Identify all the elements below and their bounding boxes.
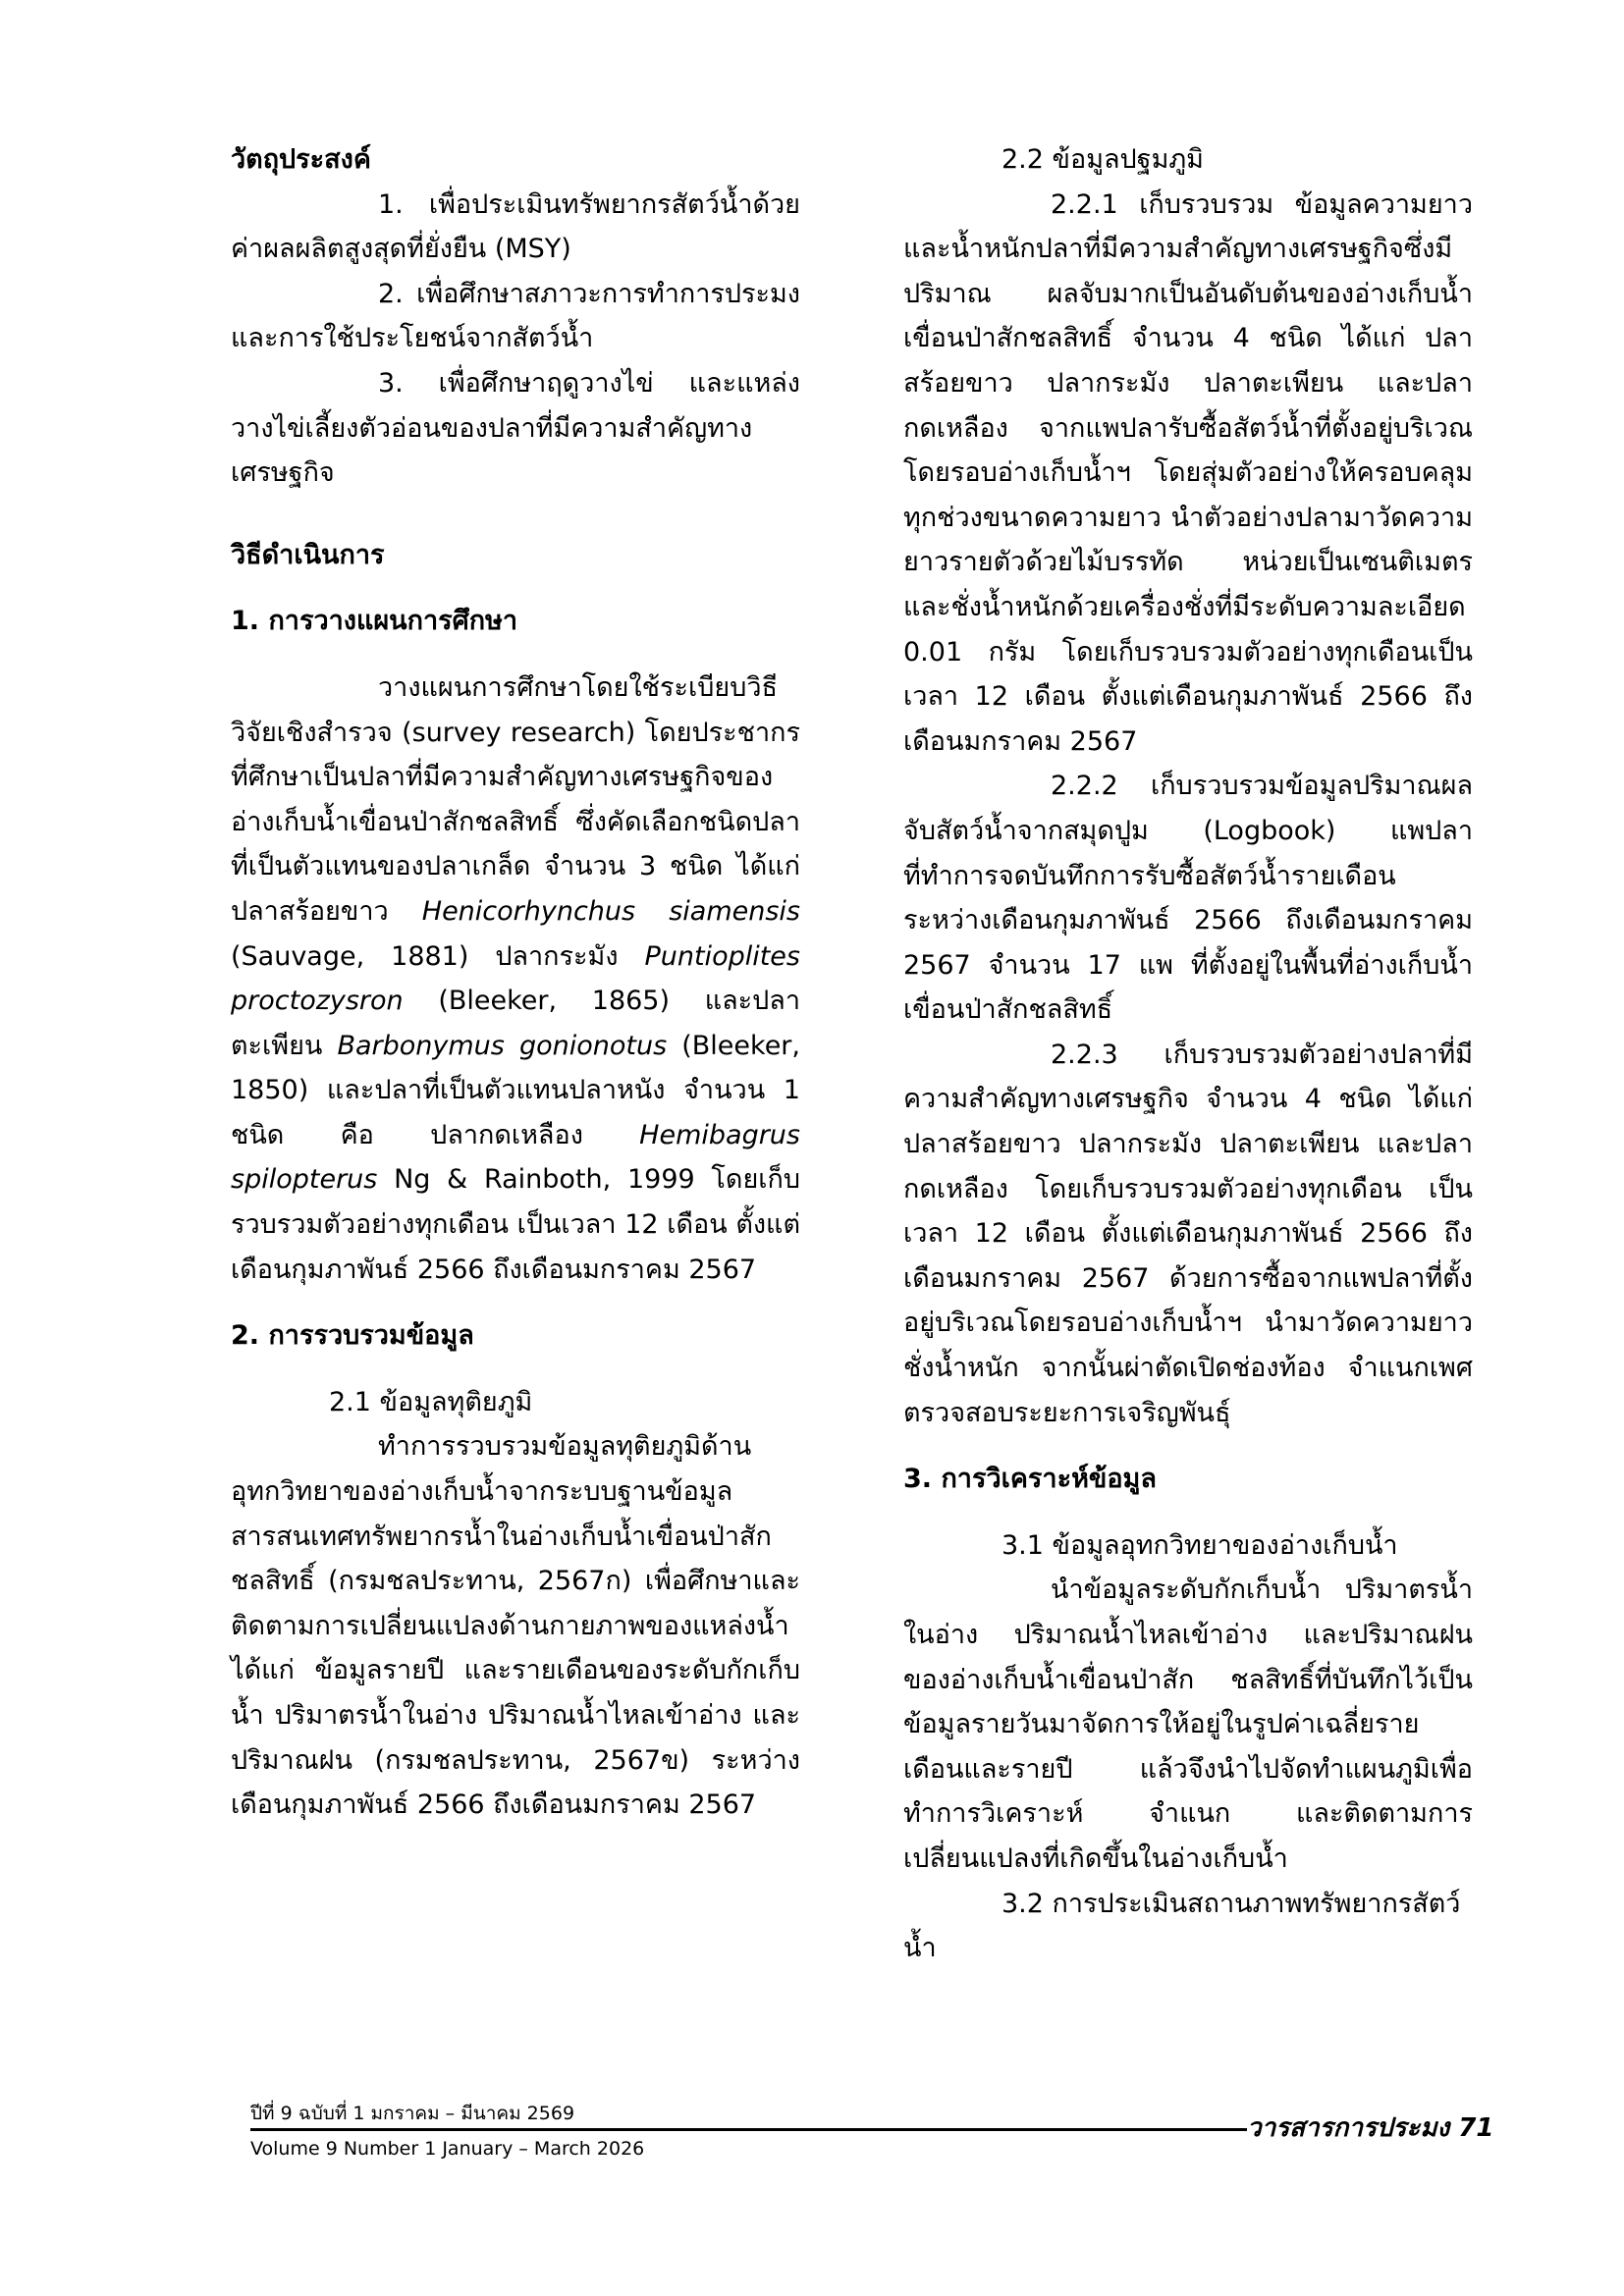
section-3-2-heading: 3.2 การประเมินสถานภาพทรัพยากรสัตว์น้ำ xyxy=(903,1888,1461,1964)
section-1-text-d: (Bleeker, 1850) และปลาที่เป็นตัวแทนปลาหนัง จำนวน 1 ชนิด คือ ปลากดเหลือง xyxy=(231,1030,800,1150)
section-2-2-2-paragraph: 2.2.2 เก็บรวบรวมข้อมูลปริมาณผลจับสัตว์น้ำจากสมุดปูม (Logbook) แพปลา ที่ทำการจดบันทึกการรับซื้อสัตว์น้ำรายเดือนระหว่างเดือนกุมภาพันธ์ 2566 ถึงเดือนมกราคม 2567 จำนวน 17 แพ ที่ตั้งอยู่ในพื้นที่อ่างเก็บน้ำเขื่อนป่าสักชลสิทธิ์ xyxy=(903,771,1473,1026)
species-name-1: Henicorhynchus siamensis xyxy=(421,895,800,927)
species-name-4: Hemibagrus spilopterus xyxy=(231,1119,800,1196)
section-3-heading: 3. การวิเคราะห์ข้อมูล xyxy=(903,1464,1157,1495)
section-1-text-a: วางแผนการศึกษาโดยใช้ระเบียบวิธีวิจัยเชิงสำรวจ (survey research) โดยประชากรที่ศึกษาเป็นปลาที่มีความสำคัญทางเศรษฐกิจของอ่างเก็บน้ำเขื่อนป่าสักชลสิทธิ์ ซึ่งคัดเลือกชนิดปลาที่เป็นตัวแทนของปลาเกล็ด จำนวน 3 ชนิด ได้แก่ ปลาสร้อยขาว xyxy=(231,671,800,927)
section-2-2-heading: 2.2 ข้อมูลปฐมภูมิ xyxy=(1001,144,1204,175)
objective-1: 1. เพื่อประเมินทรัพยากรสัตว์น้ำด้วยค่าผลผลิตสูงสุดที่ยั่งยืน (MSY) xyxy=(231,188,800,265)
species-name-3: Barbonymus gonionotus xyxy=(337,1030,668,1061)
section-2-2-1-paragraph: 2.2.1 เก็บรวบรวม ข้อมูลความยาวและน้ำหนักปลาที่มีความสำคัญทางเศรษฐกิจซึ่งมีปริมาณ ผลจับมากเป็นอันดับต้นของอ่างเก็บน้ำเขื่อนป่าสักชลสิทธิ์ จำนวน 4 ชนิด ได้แก่ ปลาสร้อยขาว ปลากระมัง ปลาตะเพียน และปลากดเหลือง จากแพปลารับซื้อสัตว์น้ำที่ตั้งอยู่บริเวณโดยรอบอ่างเก็บน้ำฯ โดยสุ่มตัวอย่างให้ครอบคลุมทุกช่วงขนาดความยาว นำตัวอย่างปลามาวัดความยาวรายตัวด้วยไม้บรรทัด หน่วยเป็นเซนติเมตร และชั่งน้ำหนักด้วยเครื่องชั่งที่มีระดับความละเอียด 0.01 กรัม โดยเก็บรวบรวมตัวอย่างทุกเดือนเป็นเวลา 12 เดือน ตั้งแต่เดือนกุมภาพันธ์ 2566 ถึงเดือนมกราคม 2567 xyxy=(903,188,1473,757)
footer-issue-thai: ปีที่ 9 ฉบับที่ 1 มกราคม – มีนาคม 2569 xyxy=(250,2103,575,2124)
objectives-heading: วัตถุประสงค์ xyxy=(231,144,371,175)
section-1-text-b: (Sauvage, 1881) ปลากระมัง xyxy=(231,940,645,972)
footer-issue-english: Volume 9 Number 1 January – March 2026 xyxy=(250,2138,645,2160)
section-2-1-heading: 2.1 ข้อมูลทุติยภูมิ xyxy=(329,1386,533,1417)
section-2-2-3-paragraph: 2.2.3 เก็บรวบรวมตัวอย่างปลาที่มีความสำคัญทางเศรษฐกิจ จำนวน 4 ชนิด ได้แก่ ปลาสร้อยขาว ปลากระมัง ปลาตะเพียน และปลากดเหลือง โดยเก็บรวบรวมตัวอย่างทุกเดือน เป็นเวลา 12 เดือน ตั้งแต่เดือนกุมภาพันธ์ 2566 ถึงเดือนมกราคม 2567 ด้วยการซื้อจากแพปลาที่ตั้งอยู่บริเวณโดยรอบอ่างเก็บน้ำฯ นำมาวัดความยาว ชั่งน้ำหนัก จากนั้นผ่าตัดเปิดช่องท้อง จำแนกเพศ ตรวจสอบระยะการเจริญพันธุ์ xyxy=(903,1039,1473,1428)
section-2-heading: 2. การรวบรวมข้อมูล xyxy=(231,1320,474,1352)
footer-rule xyxy=(250,2128,1247,2131)
section-2-1-paragraph: ทำการรวบรวมข้อมูลทุติยภูมิด้านอุทกวิทยาของอ่างเก็บน้ำจากระบบฐานข้อมูลสารสนเทศทรัพยากรน้ำในอ่างเก็บน้ำเขื่อนป่าสักชลสิทธิ์ (กรมชลประทาน, 2567ก) เพื่อศึกษาและติดตามการเปลี่ยนแปลงด้านกายภาพของแหล่งน้ำ ได้แก่ ข้อมูลรายปี และรายเดือนของระดับกักเก็บน้ำ ปริมาตรน้ำในอ่าง ปริมาณน้ำไหลเข้าอ่าง และปริมาณฝน (กรมชลประทาน, 2567ข) ระหว่างเดือนกุมภาพันธ์ 2566 ถึงเดือนมกราคม 2567 xyxy=(231,1431,800,1821)
section-3-1-heading: 3.1 ข้อมูลอุทกวิทยาของอ่างเก็บน้ำ xyxy=(1001,1529,1398,1561)
section-3-1-paragraph: นำข้อมูลระดับกักเก็บน้ำ ปริมาตรน้ำในอ่าง ปริมาณน้ำไหลเข้าอ่าง และปริมาณฝน ของอ่างเก็บน้ำเขื่อนป่าสัก ชลสิทธิ์ที่บันทึกไว้เป็นข้อมูลรายวันมาจัดการให้อยู่ในรูปค่าเฉลี่ยรายเดือนและรายปี แล้วจึงนำไปจัดทำแผนภูมิเพื่อทำการวิเคราะห์ จำแนก และติดตามการเปลี่ยนแปลงที่เกิดขึ้นในอ่างเก็บน้ำ xyxy=(903,1575,1473,1874)
right-column xyxy=(903,137,1473,1971)
section-1-paragraph xyxy=(231,666,800,1292)
species-name-2: Puntioplites proctozysron xyxy=(231,940,800,1017)
footer-journal-page: วารสารการประมง 71 xyxy=(1247,2113,1494,2143)
methods-heading: วิธีดำเนินการ xyxy=(231,539,385,570)
section-1-text-c: (Bleeker, 1865) และปลาตะเพียน xyxy=(231,986,800,1061)
section-1-heading: 1. การวางแผนการศึกษา xyxy=(231,606,518,637)
objective-3: 3. เพื่อศึกษาฤดูวางไข่ และแหล่งวางไข่เลี้ยงตัวอ่อนของปลาที่มีความสำคัญทางเศรษฐกิจ xyxy=(231,367,800,489)
section-1-text-e: Ng & Rainboth, 1999 โดยเก็บรวบรวมตัวอย่างทุกเดือน เป็นเวลา 12 เดือน ตั้งแต่เดือนกุมภาพันธ์ 2566 ถึงเดือนมกราคม 2567 xyxy=(231,1164,800,1285)
objective-2: 2. เพื่อศึกษาสภาวะการทำการประมงและการใช้ประโยชน์จากสัตว์น้ำ xyxy=(231,278,800,354)
left-column xyxy=(231,137,800,1828)
